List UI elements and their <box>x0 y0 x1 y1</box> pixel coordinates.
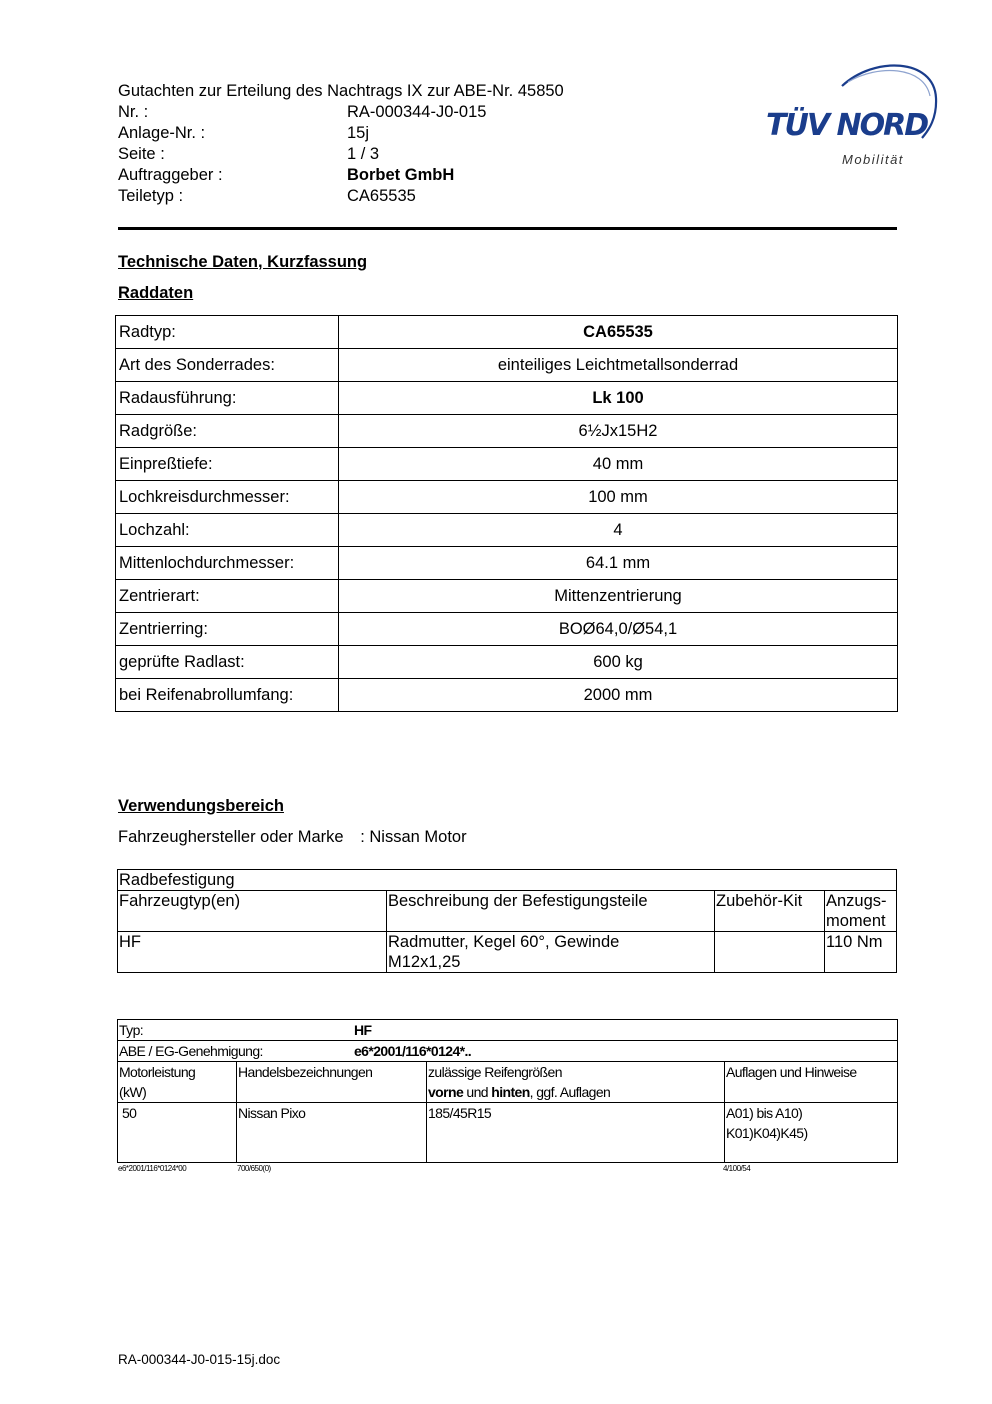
table-row <box>118 870 897 891</box>
header-beschreibung: Beschreibung der Befestigungsteile <box>387 891 715 932</box>
table-row <box>116 448 898 481</box>
section-subtitle: Raddaten <box>118 284 194 302</box>
header-value: RA-000344-J0-015 <box>347 103 487 121</box>
row-label: Lochzahl: <box>116 514 339 547</box>
typ-value: HF <box>354 1022 372 1038</box>
abe-row <box>118 1041 898 1062</box>
row-value: 64.1 mm <box>339 547 898 580</box>
header-auflagen: Auflagen und Hinweise <box>725 1062 898 1103</box>
table-row <box>118 1103 898 1163</box>
cell-kit <box>715 932 825 973</box>
row-label: Radgröße: <box>116 415 339 448</box>
cell-handel: Nissan Pixo <box>237 1103 427 1163</box>
header-value: 15j <box>347 124 370 142</box>
header-motor <box>118 1062 237 1103</box>
typ-label: Typ: <box>119 1022 144 1038</box>
row-label: Zentrierart: <box>116 580 339 613</box>
row-label: Art des Sonderrades: <box>116 349 339 382</box>
table-row <box>116 481 898 514</box>
cell-motor: 50 <box>118 1103 237 1163</box>
row-value: 100 mm <box>339 481 898 514</box>
header-auflagen-suffix: , ggf. Auflagen <box>529 1084 611 1100</box>
header-handel: Handelsbezeichnungen <box>237 1062 427 1103</box>
cell-reifen: 185/45R15 <box>427 1103 725 1163</box>
row-label: bei Reifenabrollumfang: <box>116 679 339 712</box>
cell-moment: 110 Nm <box>825 932 897 973</box>
header-label: Seite : <box>118 145 165 163</box>
document-header <box>118 81 564 207</box>
small-code-abe: e6*2001/116*0124*00 <box>118 1164 187 1173</box>
header-label: Anlage-Nr. : <box>118 124 206 142</box>
header-zubehoer: Zubehör-Kit <box>715 891 825 932</box>
logo-subtitle: Mobilität <box>842 152 904 167</box>
row-value: Mittenzentrierung <box>339 580 898 613</box>
row-value: 4 <box>339 514 898 547</box>
header-motor-line1: Motorleistung <box>119 1064 196 1080</box>
header-row-nr <box>118 102 564 123</box>
table-row <box>118 1020 898 1041</box>
table-header-row <box>118 891 897 932</box>
header-anzugs-line2: moment <box>826 912 886 930</box>
row-label: Mittenlochdurchmesser: <box>116 547 339 580</box>
typ-row <box>118 1020 898 1041</box>
table-row <box>116 613 898 646</box>
cell-desc-line2: M12x1,25 <box>388 953 461 971</box>
cell-beschreibung <box>387 932 715 973</box>
cell-desc-line1: Radmutter, Kegel 60°, Gewinde <box>388 933 620 951</box>
abe-value: e6*2001/116*0124*.. <box>354 1043 472 1059</box>
manufacturer-value: Nissan Motor <box>369 828 467 846</box>
logo-text: TÜV NORD <box>766 108 928 143</box>
header-row-teiletyp <box>118 186 564 207</box>
footer-filename: RA-000344-J0-015-15j.doc <box>118 1352 281 1367</box>
radbefestigung-table <box>117 869 897 973</box>
table-row <box>118 1041 898 1062</box>
header-reifen-line1: zulässige Reifengrößen <box>428 1064 562 1080</box>
header-value: 1 / 3 <box>347 145 380 163</box>
header-value: Borbet GmbH <box>347 166 455 184</box>
table-row <box>116 646 898 679</box>
header-vorne: vorne <box>428 1084 464 1100</box>
row-value: CA65535 <box>339 316 898 349</box>
abe-label: ABE / EG-Genehmigung: <box>119 1043 263 1059</box>
header-hinten: hinten <box>491 1084 530 1100</box>
row-value: Lk 100 <box>339 382 898 415</box>
header-reifen <box>427 1062 725 1103</box>
table-header-row <box>118 1062 898 1103</box>
section-title-verwendung: Verwendungsbereich <box>118 797 284 815</box>
row-label: Zentrierring: <box>116 613 339 646</box>
table-row <box>118 932 897 973</box>
manufacturer-label: Fahrzeughersteller oder Marke <box>118 828 344 846</box>
header-row-anlage <box>118 123 564 144</box>
table-row <box>116 349 898 382</box>
row-value: BOØ64,0/Ø54,1 <box>339 613 898 646</box>
row-value: 6½Jx15H2 <box>339 415 898 448</box>
table-caption: Radbefestigung <box>118 870 897 891</box>
row-label: geprüfte Radlast: <box>116 646 339 679</box>
document-title: Gutachten zur Erteilung des Nachtrags IX zur ABE-Nr. 45850 <box>118 82 564 100</box>
header-anzugsmoment <box>825 891 897 932</box>
small-code-lk: 4/100/54 <box>723 1164 751 1173</box>
typ-table <box>117 1019 898 1163</box>
header-reifen-line2 <box>428 1082 723 1102</box>
header-label: Auftraggeber : <box>118 166 223 184</box>
row-label: Radtyp: <box>116 316 339 349</box>
table-row <box>116 679 898 712</box>
cell-auflagen <box>725 1103 898 1163</box>
row-label: Lochkreisdurchmesser: <box>116 481 339 514</box>
header-row-auftraggeber <box>118 165 564 186</box>
table-row <box>116 547 898 580</box>
header-value: CA65535 <box>347 187 416 205</box>
cell-auflagen-line2: K01)K04)K45) <box>726 1125 808 1141</box>
cell-auflagen-line1: A01) bis A10) <box>726 1105 803 1121</box>
manufacturer-separator: : <box>360 828 365 846</box>
header-divider <box>118 227 897 230</box>
section-title: Technische Daten, Kurzfassung <box>118 253 368 271</box>
table-row <box>116 316 898 349</box>
cell-typ: HF <box>118 932 387 973</box>
row-value: 40 mm <box>339 448 898 481</box>
manufacturer-line <box>118 828 467 847</box>
row-label: Einpreßtiefe: <box>116 448 339 481</box>
header-row-seite <box>118 144 564 165</box>
header-motor-line2: (kW) <box>119 1084 147 1100</box>
row-label: Radausführung: <box>116 382 339 415</box>
header-und: und <box>463 1084 492 1100</box>
header-label: Teiletyp : <box>118 187 184 205</box>
table-row <box>116 580 898 613</box>
row-value: einteiliges Leichtmetallsonderrad <box>339 349 898 382</box>
header-anzugs-line1: Anzugs- <box>826 892 887 910</box>
table-row <box>116 415 898 448</box>
small-code-mass: 700/650(0) <box>237 1164 271 1173</box>
table-row <box>116 382 898 415</box>
tuv-nord-logo <box>764 58 944 170</box>
row-value: 600 kg <box>339 646 898 679</box>
header-fahrzeugtyp: Fahrzeugtyp(en) <box>118 891 387 932</box>
row-value: 2000 mm <box>339 679 898 712</box>
raddaten-table <box>115 315 898 712</box>
table-row <box>116 514 898 547</box>
header-label: Nr. : <box>118 103 149 121</box>
